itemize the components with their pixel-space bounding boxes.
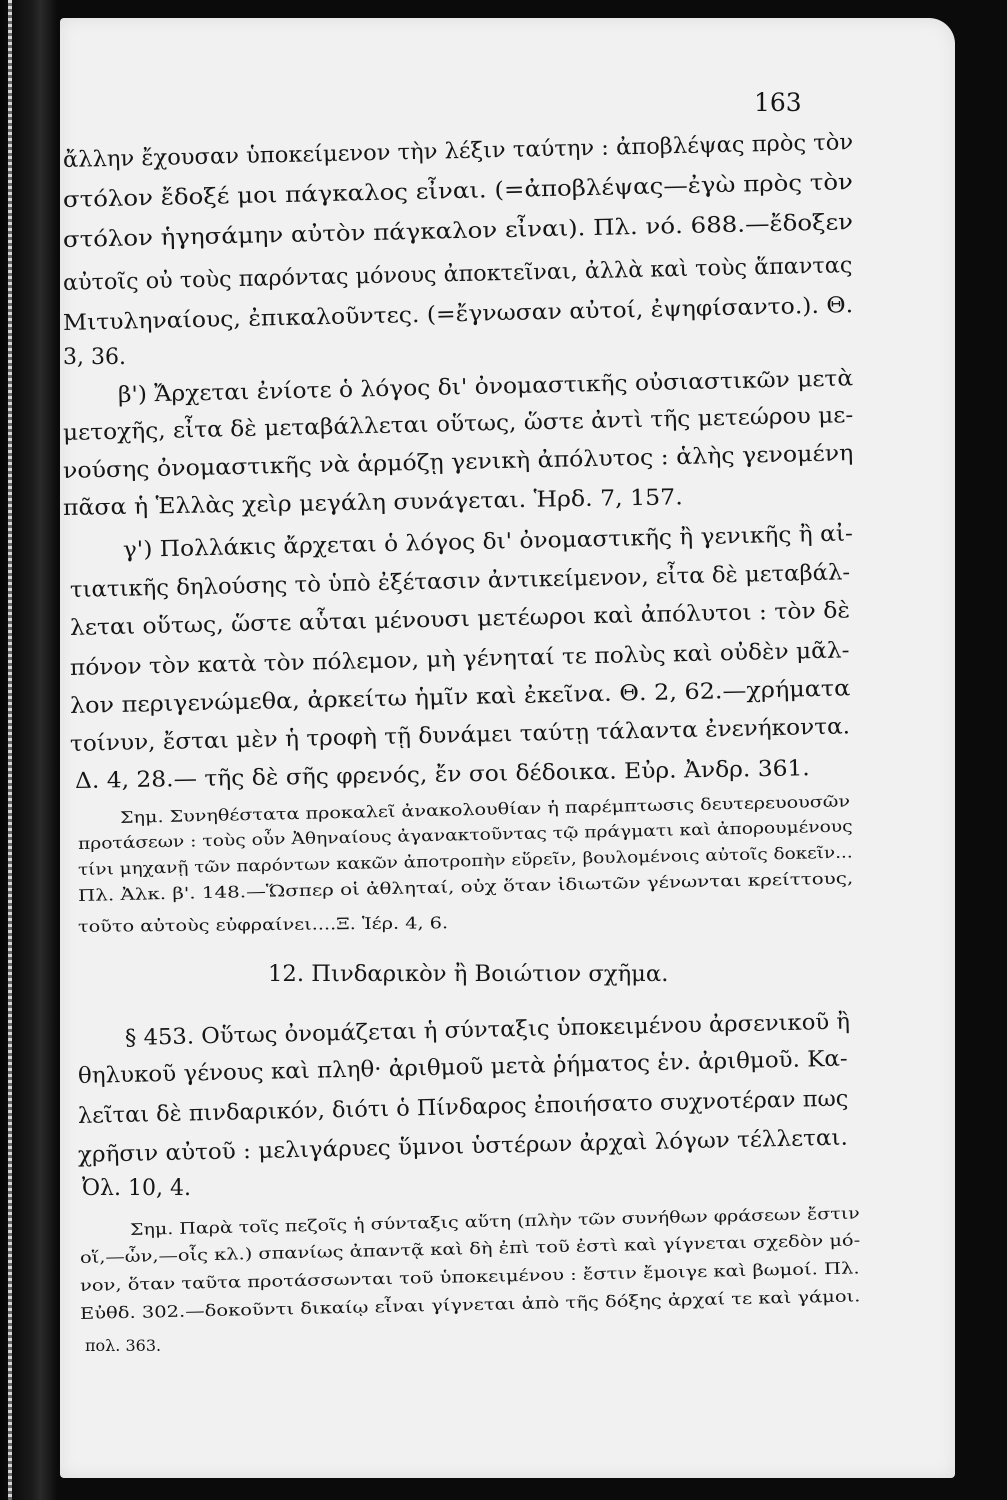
text-line: χρῆσιν αὐτοῦ : μελιγάρυες ὕμνοι ὑστέρων ἀρχαὶ λόγων τέλλεται. <box>77 1125 849 1168</box>
text-line: γ') Πολλάκις ἄρχεται ὁ λόγος δι' ὀνομαστικῆς ἢ γενικῆς ἢ αἰ- <box>122 521 854 563</box>
text-line: πόνον τὸν κατὰ τὸν πόλεμον, μὴ γένηταί τε πολὺς καὶ οὐδὲν μᾶλ- <box>69 638 850 681</box>
note-line: πολ. 363. <box>85 1336 162 1355</box>
book-page <box>60 18 955 1478</box>
text-line: λεται οὕτως, ὥστε αὗται μένουσι μετέωροι καὶ ἀπόλυτοι : τὸν δὲ <box>69 598 851 641</box>
text-line: θηλυκοῦ γένους καὶ πληθ· ἀριθμοῦ μετὰ ῥήματος ἑν. ἀριθμοῦ. Κα- <box>77 1046 848 1089</box>
text-line: αὐτοῖς οὐ τοὺς παρόντας μόνους ἀποκτεῖναι, ἀλλὰ καὶ τοὺς ἅπαντας <box>62 253 853 296</box>
text-line: τοίνυν, ἔσται μὲν ἡ τροφὴ τῇ δυνάμει ταύτῃ τάλαντα ἐνενήκοντα. <box>69 714 851 757</box>
note-line: Σημ. Παρὰ τοῖς πεζοῖς ἡ σύνταξις αὕτη (πλὴν τῶν συνήθων φράσεων ἔστιν <box>129 1203 860 1239</box>
note-line: Πλ. Ἀλκ. β'. 148.—Ὥσπερ οἱ ἀθληταί, οὐχ ὅταν ἰδιωτῶν γένωνται κρείττους, <box>77 868 854 905</box>
text-line: λον περιγενώμεθα, ἀρκείτω ἡμῖν καὶ ἐκεῖνα. Θ. 2, 62.—χρήματα <box>69 676 851 719</box>
page-edges <box>8 0 12 1500</box>
note-line: Σημ. Συνηθέστατα προκαλεῖ ἀνακολουθίαν ἡ παρέμπτωσις δευτερευουσῶν <box>119 791 851 827</box>
text-line: μετοχῆς, εἶτα δὲ μεταβάλλεται οὕτως, ὥστε ἀντὶ τῆς μετεώρου με- <box>62 403 854 446</box>
note-line: προτάσεων : τοὺς οὖν Ἀθηναίους ἀγανακτοῦντας τῷ πράγματι καὶ ἀπορουμένους <box>77 816 853 853</box>
text-line: στόλον ἔδοξέ μοι πάγκαλος εἶναι. (=ἀποβλέψας—ἐγὼ πρὸς τὸν <box>62 170 854 213</box>
text-line: τιατικῆς δηλούσης τὸ ὑπὸ ἐξέτασιν ἀντικείμενον, εἶτα δὲ μεταβάλ- <box>69 560 851 603</box>
text-line: 3, 36. <box>63 345 126 370</box>
text-line: νούσης ὀνομαστικῆς νὰ ἁρμόζῃ γενικὴ ἀπόλυτος : ἁλὴς γενομένη <box>62 441 854 484</box>
text-line: Μιτυληναίους, ἐπικαλοῦντες. (=ἔγνωσαν αὐτοί, ἐψηφίσαντο.). Θ. <box>62 293 854 336</box>
note-line: νον, ὅταν ταῦτα προτάσσωνται τοῦ ὑποκειμένου : ἔστιν ἔμοιγε καὶ βωμοί. Πλ. <box>79 1258 860 1295</box>
note-line: Εὐθδ. 302.—δοκοῦντι δικαίῳ εἶναι γίγνεται ἀπὸ τῆς δόξης ἀρχαί τε καὶ γάμοι. <box>79 1286 861 1323</box>
text-line: Ὀλ. 10, 4. <box>82 1176 191 1201</box>
note-line: οἵ,—ὧν,—οἷς κλ.) σπανίως ἀπαντᾷ καὶ δὴ ἐπὶ τοῦ ἐστὶ καὶ γίγνεται σχεδὸν μό- <box>79 1230 861 1267</box>
section-heading: 12. Πινδαρικὸν ἢ Βοιώτιον σχῆμα. <box>268 962 669 987</box>
text-line: § 453. Οὕτως ὀνομάζεται ἡ σύνταξις ὑποκειμένου ἀρσενικοῦ ἢ <box>124 1009 851 1051</box>
text-line: Δ. 4, 28.— τῆς δὲ σῆς φρενός, ἔν σοι δέδοικα. Εὐρ. Ἀνδρ. 361. <box>74 756 810 794</box>
text-line: στόλον ἡγησάμην αὐτὸν πάγκαλον εἶναι). Πλ. νό. 688.—ἔδοξεν <box>62 210 854 253</box>
text-line: ἄλλην ἔχουσαν ὑποκείμενον τὴν λέξιν ταύτην : ἀποβλέψας πρὸς τὸν <box>62 130 854 173</box>
text-line: β') Ἄρχεται ἐνίοτε ὁ λόγος δι' ὀνομαστικῆς οὐσιαστικῶν μετὰ <box>117 366 854 408</box>
note-line: τίνι μηχανῇ τῶν παρόντων κακῶν ἀποτροπὴν εὕρεῖν, βουλομένοις αὐτοῖς δοκεῖν... <box>77 842 853 879</box>
text-line: πᾶσα ἡ Ἑλλὰς χεὶρ μεγάλη συνάγεται. Ἡρδ. 7, 157. <box>62 485 683 521</box>
page-number: 163 <box>754 88 802 117</box>
text-line: λεῖται δὲ πινδαρικόν, διότι ὁ Πίνδαρος ἐποιήσατο συχνοτέραν πως <box>77 1086 849 1129</box>
note-line: τοῦτο αὐτοὺς εὐφραίνει....Ξ. Ἱέρ. 4, 6. <box>77 913 449 936</box>
